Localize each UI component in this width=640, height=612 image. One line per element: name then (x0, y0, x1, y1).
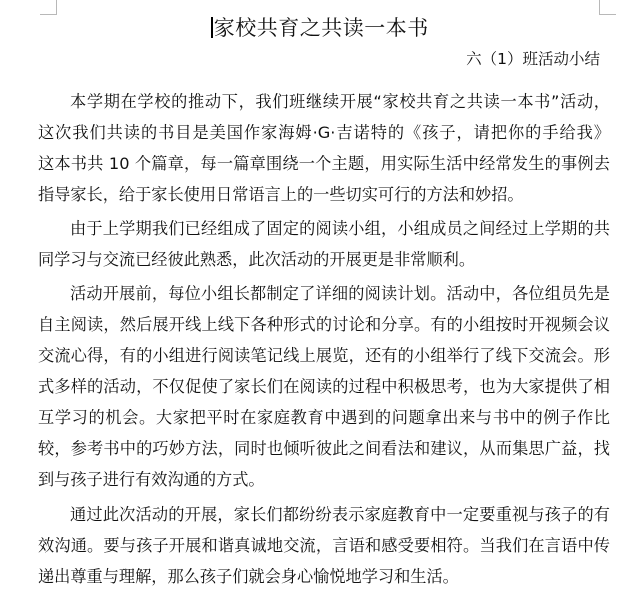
document-body[interactable] (38, 86, 610, 593)
text-line: 活动开展前，每位小组长都制定了详细的阅读计划。活动中，各位组员先是 (70, 284, 610, 303)
text-line: 到与孩子进行有效沟通的方式。 (38, 470, 265, 489)
text-line: 本学期在学校的推动下，我们班继续开展“家校共育之共读一本书”活动， (70, 92, 610, 111)
paragraph-1[interactable] (38, 86, 610, 210)
text-line: 效沟通。要与孩子开展和谐真诚地交流，言语和感受要相符。当我们在言语中传 (38, 536, 610, 555)
text-line: 同学习与交流已经彼此熟悉，此次活动的开展更是非常顺利。 (38, 250, 476, 269)
document-subtitle[interactable]: 六（1）班活动小结 (466, 50, 600, 68)
text-cursor (211, 17, 213, 38)
paragraph-2[interactable] (38, 213, 610, 275)
text-line: 由于上学期我们已经组成了固定的阅读小组，小组成员之间经过上学期的共 (70, 219, 610, 238)
text-line: 交流心得，有的小组进行阅读笔记线上展览，还有的小组举行了线下交流会。形 (38, 346, 610, 365)
text-line: 这本书共 10 个篇章，每一篇章围绕一个主题，用实际生活中经常发生的事例去 (38, 154, 610, 173)
text-line: 式多样的活动，不仅促使了家长们在阅读的过程中积极思考，也为大家提供了相 (38, 377, 610, 396)
text-line: 互学习的机会。大家把平时在家庭教育中遇到的问题拿出来与书中的例子作比 (38, 408, 610, 427)
text-line: 较，参考书中的巧妙方法，同时也倾听彼此之间看法和建议，从而集思广益，找 (38, 439, 610, 458)
text-line: 递出尊重与理解，那么孩子们就会身心愉悦地学习和生活。 (38, 567, 459, 586)
text-line: 这次我们共读的书目是美国作家海姆·G·吉诺特的《孩子，请把你的手给我》 (38, 123, 610, 142)
paragraph-3[interactable] (38, 278, 610, 495)
paragraph-4[interactable] (38, 499, 610, 592)
document-title[interactable] (0, 14, 640, 42)
document-title-text: 家校共育之共读一本书 (213, 16, 429, 40)
text-line: 自主阅读，然后展开线上线下各种形式的讨论和分享。有的小组按时开视频会议 (38, 315, 610, 334)
text-line: 通过此次活动的开展，家长们都纷纷表示家庭教育中一定要重视与孩子的有 (70, 505, 610, 524)
text-line: 指导家长，给于家长使用日常语言上的一些切实可行的方法和妙招。 (38, 185, 524, 204)
